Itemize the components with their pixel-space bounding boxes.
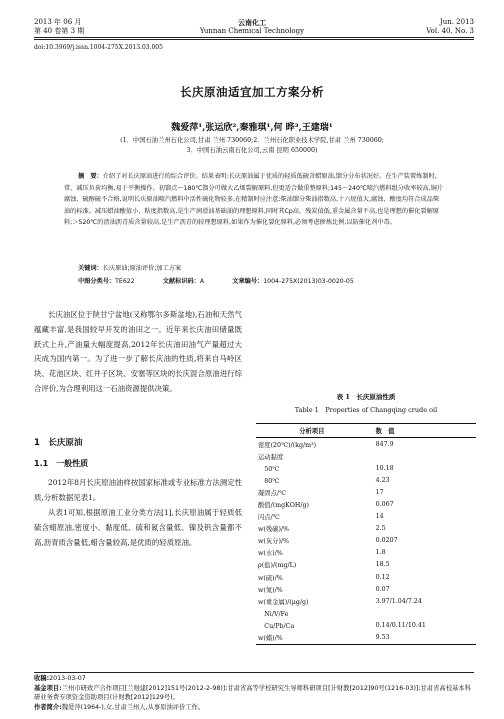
table-cell-value: 0.12	[375, 573, 390, 581]
table-row	[256, 632, 476, 645]
table-row	[256, 547, 476, 559]
article-number-value: 1004-275X(2013)03-0020-05	[263, 278, 354, 285]
table-header-item: 分析项目	[256, 424, 368, 438]
table-cell-item: ρ(盐)/(mg/L)	[258, 562, 297, 570]
author-bio-line	[34, 703, 474, 713]
section-heading-1-1: 1.1 一般性质	[34, 459, 89, 468]
header-rule	[34, 37, 474, 38]
received-line	[34, 674, 474, 684]
table-cell-item: Ni/V/Fe	[258, 610, 289, 618]
table-row	[256, 498, 476, 510]
header-date-en: Jun. 2013	[439, 18, 474, 26]
doc-code-label: 文献标识码：	[162, 278, 200, 285]
table-cell-value: 18.5	[375, 561, 390, 569]
header-volume-cn: 第 40 卷第 3 期	[34, 27, 85, 35]
author-bio-text: 魏爱萍(1964-),女,甘肃兰州人,从事原油评价工作。	[61, 703, 205, 711]
journal-name-cn: 云南化工	[238, 18, 266, 27]
table-cell-value: 1.8	[375, 549, 386, 557]
table-cell-value: 17	[375, 488, 384, 496]
table-caption-en: Table 1 Properties of Changqing crude oil	[294, 406, 438, 414]
abstract-text: 介绍了对长庆原油进行的综合评价。结果表明:长庆原油属于优质的轻质低硫含蜡原油,馏分分布状况好。在生产装置炼制时,常、减压负荷均衡,易于平衡操作。初馏点～180℃馏分可做大乙烯裂解原料,但更适合做重整原料;145～240℃喷汽燃料组分收率较高,铜片腐蚀、硫醇硫不合格,说明长庆原油喷汽燃料中活性硫化物较多,在精制时应注意;柴油馏分柴油指数高,十六烷值大,腐蚀、酸度均符合成品柴油的标准。减压蜡油酸值小、粘度指数高,是生产润滑油基础油的理想原料,同时其Cp高、残炭值低,重金属含量不高,也是理想的催化裂解原料;＞520℃的渣油沥青质含量较高,是生产沥青的较理想原料,如果作为催化裂化原料,必须考虑掺炼比例,以防催化剂中毒。	[64, 173, 444, 227]
journal-name-en: Yunnan Chemical Technology	[199, 27, 305, 35]
properties-table	[256, 423, 476, 645]
body-paragraph-1	[34, 476, 242, 506]
classification-line	[78, 276, 354, 285]
received-label: 收稿:	[34, 675, 50, 682]
table-row	[256, 450, 476, 462]
table-cell-value: 10.18	[375, 464, 394, 472]
keywords-label: 关键词：	[78, 265, 103, 272]
table-caption-cn: 表 1 长庆原油性质	[336, 393, 396, 401]
table-row	[256, 559, 476, 571]
table-cell-item: 凝固点/℃	[258, 489, 287, 497]
footnote-rule	[34, 672, 474, 673]
keywords	[78, 263, 181, 272]
table-cell-value: 14	[375, 513, 384, 521]
article-number-label: 文章编号：	[232, 278, 264, 285]
table-cell-item: w(硫)/%	[258, 574, 283, 582]
affiliation-line-2: 3．中国石油云南石化公司,云南 昆明 650000)	[186, 147, 318, 154]
body-text-1: 2012年8月长庆原油油样按国家标准或专业标准方法测定性质,分析数据见表1。	[34, 478, 242, 502]
intro-text: 长庆油区位于陕甘宁盆地(又称鄂尔多斯盆地),石油和天然气蕴藏丰富,是我国较早开发的油田之一。近年来长庆油田储量既跃式上升,产油量大幅度提高,2012年长庆油田油气产量超过大庆成为国内第一。为了进一步了解长庆油的性质,将来自马岭区块、花池区块、红井子区块、安塞等区块的长庆混合原油进行综合评价,为合理利用这一石油资源提供决策。	[34, 310, 242, 393]
abstract-label: 摘 要：	[78, 173, 103, 180]
header-date: 2013 年 06 月	[34, 18, 82, 26]
table-row	[256, 511, 476, 523]
table-cell-item: w(残碳)/%	[258, 526, 290, 534]
footnotes	[34, 674, 474, 712]
table-cell-item: w(蜡)/%	[256, 632, 368, 645]
body-paragraph-2	[34, 506, 242, 550]
table-cell-value: 4.23	[375, 476, 390, 484]
header-volume-en: Vol. 40, No. 3	[426, 27, 474, 35]
table-row	[256, 474, 476, 486]
doc-code-value: A	[199, 278, 205, 285]
table-cell-value: 3.97/1.04/7.24	[375, 597, 422, 605]
table-cell-item: w(氮)/%	[258, 586, 283, 594]
table-row	[256, 486, 476, 498]
table-row	[256, 619, 476, 631]
keywords-text: 长庆原油;原油评价;加工方案	[102, 265, 182, 272]
abstract	[64, 171, 444, 229]
clc-value: TE622	[115, 278, 135, 285]
table-row	[256, 583, 476, 595]
table-cell-value: 9.53	[368, 632, 476, 645]
table-cell-item: 酸值/(mgKOH/g)	[258, 502, 309, 510]
table-cell-item: 密度(20℃)/(kg/m³)	[258, 441, 317, 449]
table-row	[256, 523, 476, 535]
fund-text: 兰州市研致产合作项目[兰财建[2012]151号(2012-2-98)];甘肃省高等学校研究生导师科研项目[计财教[2012]90号(1216-03)];甘肃省高校基本科研业务费专项资金资助项目(计财教[2012]129号)。	[34, 684, 471, 702]
table-cell-item: 50℃	[258, 465, 280, 473]
table-cell-value	[368, 607, 476, 619]
fund-label: 基金项目:	[34, 684, 62, 692]
table-row	[256, 571, 476, 583]
author-bio-label: 作者简介:	[34, 703, 62, 711]
affiliation-line-1: (1．中国石油兰州石化公司,甘肃 兰州 730060;2．兰州石化职业技术学院,甘肃 兰州 730060;	[120, 137, 384, 144]
received-date: 2013-03-07	[49, 675, 86, 682]
table-cell-value: 0.07	[375, 585, 390, 593]
section-heading-1: 1 长庆原油	[34, 438, 83, 448]
table-row	[256, 462, 476, 474]
doi: doi:10.3969/j.issn.1004-275X.2013.03.005	[34, 44, 163, 51]
table-cell-item: w(水)/%	[258, 550, 283, 558]
table-cell-item: 运动黏度	[258, 453, 284, 461]
table-row	[256, 535, 476, 547]
clc-label: 中图分类号：	[78, 278, 116, 285]
table-header-value: 数 值	[368, 424, 476, 438]
table-header-row	[256, 424, 476, 438]
fund-line	[34, 684, 474, 703]
table-cell-value	[368, 450, 476, 462]
table-cell-value: 847.9	[375, 440, 394, 448]
table-row	[256, 595, 476, 607]
table-cell-item: 80℃	[258, 477, 280, 485]
body-text-2: 从表1可知,根据原油工业分类方法[1],长庆原油属于轻质低硫含蜡原油,密度小、黏度低、硫和氮含量低、镍及钒含量都不高,沥青质含量低,蜡含量较高,是优质的轻质原油。	[34, 508, 242, 547]
header-rule-thin	[34, 39, 474, 40]
table-cell-item: Cu/Pb/Ca	[258, 622, 295, 630]
authors: 魏爱萍¹,张运欣²,秦雅琪¹,何 晔³,王建瑞¹	[171, 123, 333, 133]
table-cell-item: w(重金属)/(μg/g)	[258, 598, 309, 606]
table-row	[256, 607, 476, 619]
table-cell-value: 0.14/0.11/10.41	[375, 621, 426, 629]
table-cell-value: 0.067	[375, 501, 394, 509]
table-row	[256, 438, 476, 451]
table-cell-value: 0.0207	[375, 537, 398, 545]
table-cell-item: 闪点/℃	[258, 514, 280, 522]
table-cell-item: w(灰分)/%	[258, 538, 290, 546]
paper-title: 长庆原油适宜加工方案分析	[180, 85, 324, 99]
intro-paragraph	[34, 308, 242, 397]
table-cell-value: 2.5	[375, 525, 386, 533]
